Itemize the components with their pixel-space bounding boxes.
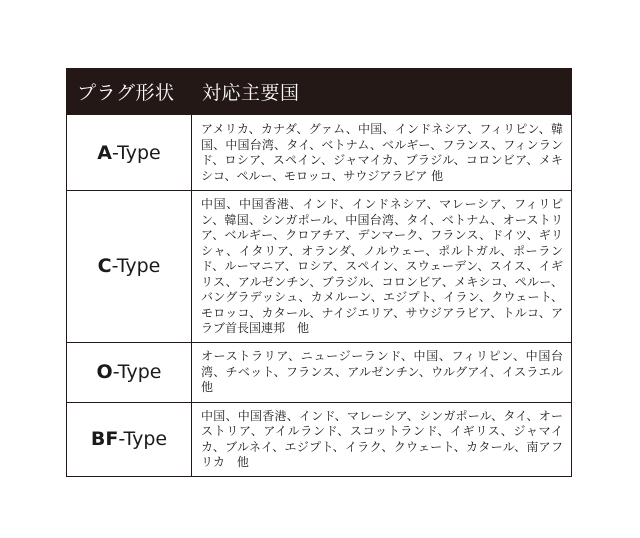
- table-header-row: [67, 69, 572, 115]
- table-row: [67, 115, 572, 191]
- plug-type-label: [67, 342, 192, 402]
- plug-type-letter: A: [97, 141, 112, 164]
- plug-type-suffix: -Type: [111, 255, 161, 278]
- plug-type-label: [67, 191, 192, 343]
- plug-type-suffix: -Type: [118, 428, 168, 450]
- plug-type-letter: C: [97, 255, 112, 278]
- plug-type-label: [67, 402, 192, 476]
- country-list: アメリカ、カナダ、グァム、中国、インドネシア、フィリピン、韓国、中国台湾、タイ、ベトナム、ベルギー、フランス、フィンランド、ロシア、スペイン、ジャマイカ、ブラジル、コロンビア、メキシコ、ペルー、モロッコ、サウジアラビア 他: [192, 115, 572, 191]
- plug-type-table: [66, 68, 576, 477]
- plug-type-suffix: -Type: [111, 141, 161, 164]
- country-list: オーストラリア、ニュージーランド、中国、フィリピン、中国台湾、チベット、フランス、アルゼンチン、ウルグアイ、イスラエル 他: [192, 342, 572, 402]
- plug-type-letter: O: [96, 361, 113, 383]
- plug-type-label: [67, 115, 192, 191]
- country-list: 中国、中国香港、インド、マレーシア、シンガポール、タイ、オーストリア、アイルランド、スコットランド、イギリス、ジャマイカ、ブルネイ、エジプト、イラク、クウェート、カタール、南アフリカ 他: [192, 402, 572, 476]
- plug-type-letter: BF: [90, 428, 119, 450]
- table-row: [67, 402, 572, 476]
- header-plug-shape: プラグ形状: [67, 69, 192, 115]
- table-row: [67, 191, 572, 343]
- table-row: [67, 342, 572, 402]
- country-list: 中国、中国香港、インド、インドネシア、マレーシア、フィリピン、韓国、シンガポール、中国台湾、タイ、ベトナム、オーストリア、ベルギー、クロアチア、デンマーク、フランス、ドイツ、ギリシャ、イタリア、オランダ、ノルウェー、ポルトガル、ポーランド、ルーマニア、ロシア、スペイン、スウェーデン、スイス、イギリス、アルゼンチン、ブラジル、コロンビア、メキシコ、ペルー、バングラデッシュ、カメルーン、エジプト、イラン、クウェート、モロッコ、カタール、ナイジエリア、サウジアラビア、トルコ、アラブ首長国連邦 他: [192, 191, 572, 343]
- header-countries: 対応主要国: [192, 69, 572, 115]
- plug-type-suffix: -Type: [112, 361, 162, 383]
